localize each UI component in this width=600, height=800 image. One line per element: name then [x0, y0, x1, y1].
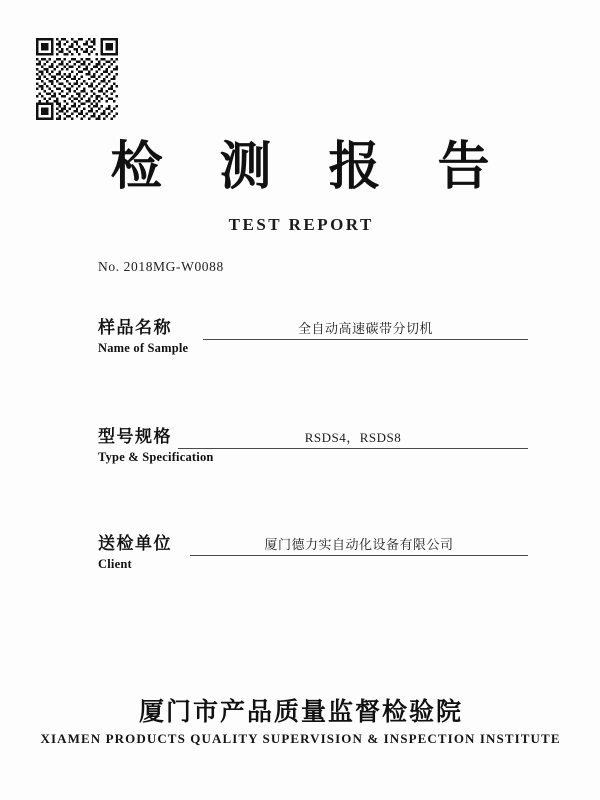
- field-label-english: Client: [98, 556, 132, 571]
- field-value-client: 厦门德力实自动化设备有限公司: [190, 534, 528, 556]
- field-label-chinese: 型号规格: [98, 427, 172, 446]
- page-title-english: TEST REPORT: [228, 215, 374, 234]
- field-label-chinese: 样品名称: [98, 318, 172, 337]
- page-title-chinese: 检 测 报 告: [110, 139, 512, 196]
- field-value-type-specification: RSDS4，RSDS8: [178, 427, 528, 449]
- issuer-name-chinese: 厦门市产品质量监督检验院: [138, 699, 463, 726]
- field-label-chinese: 送检单位: [98, 534, 172, 553]
- field-client: [98, 534, 528, 580]
- field-label-english: Name of Sample: [98, 340, 189, 355]
- field-name-of-sample: [98, 318, 528, 364]
- field-type-specification: [98, 427, 528, 473]
- field-label-english: Type & Specification: [98, 449, 214, 464]
- qr-code-icon: [36, 38, 118, 120]
- issuer-name-english: XIAMEN PRODUCTS QUALITY SUPERVISION & INSPECTION INSTITUTE: [40, 731, 561, 746]
- field-value-name-of-sample: 全自动高速碳带分切机: [203, 318, 528, 340]
- report-number: No. 2018MG-W0088: [98, 259, 224, 274]
